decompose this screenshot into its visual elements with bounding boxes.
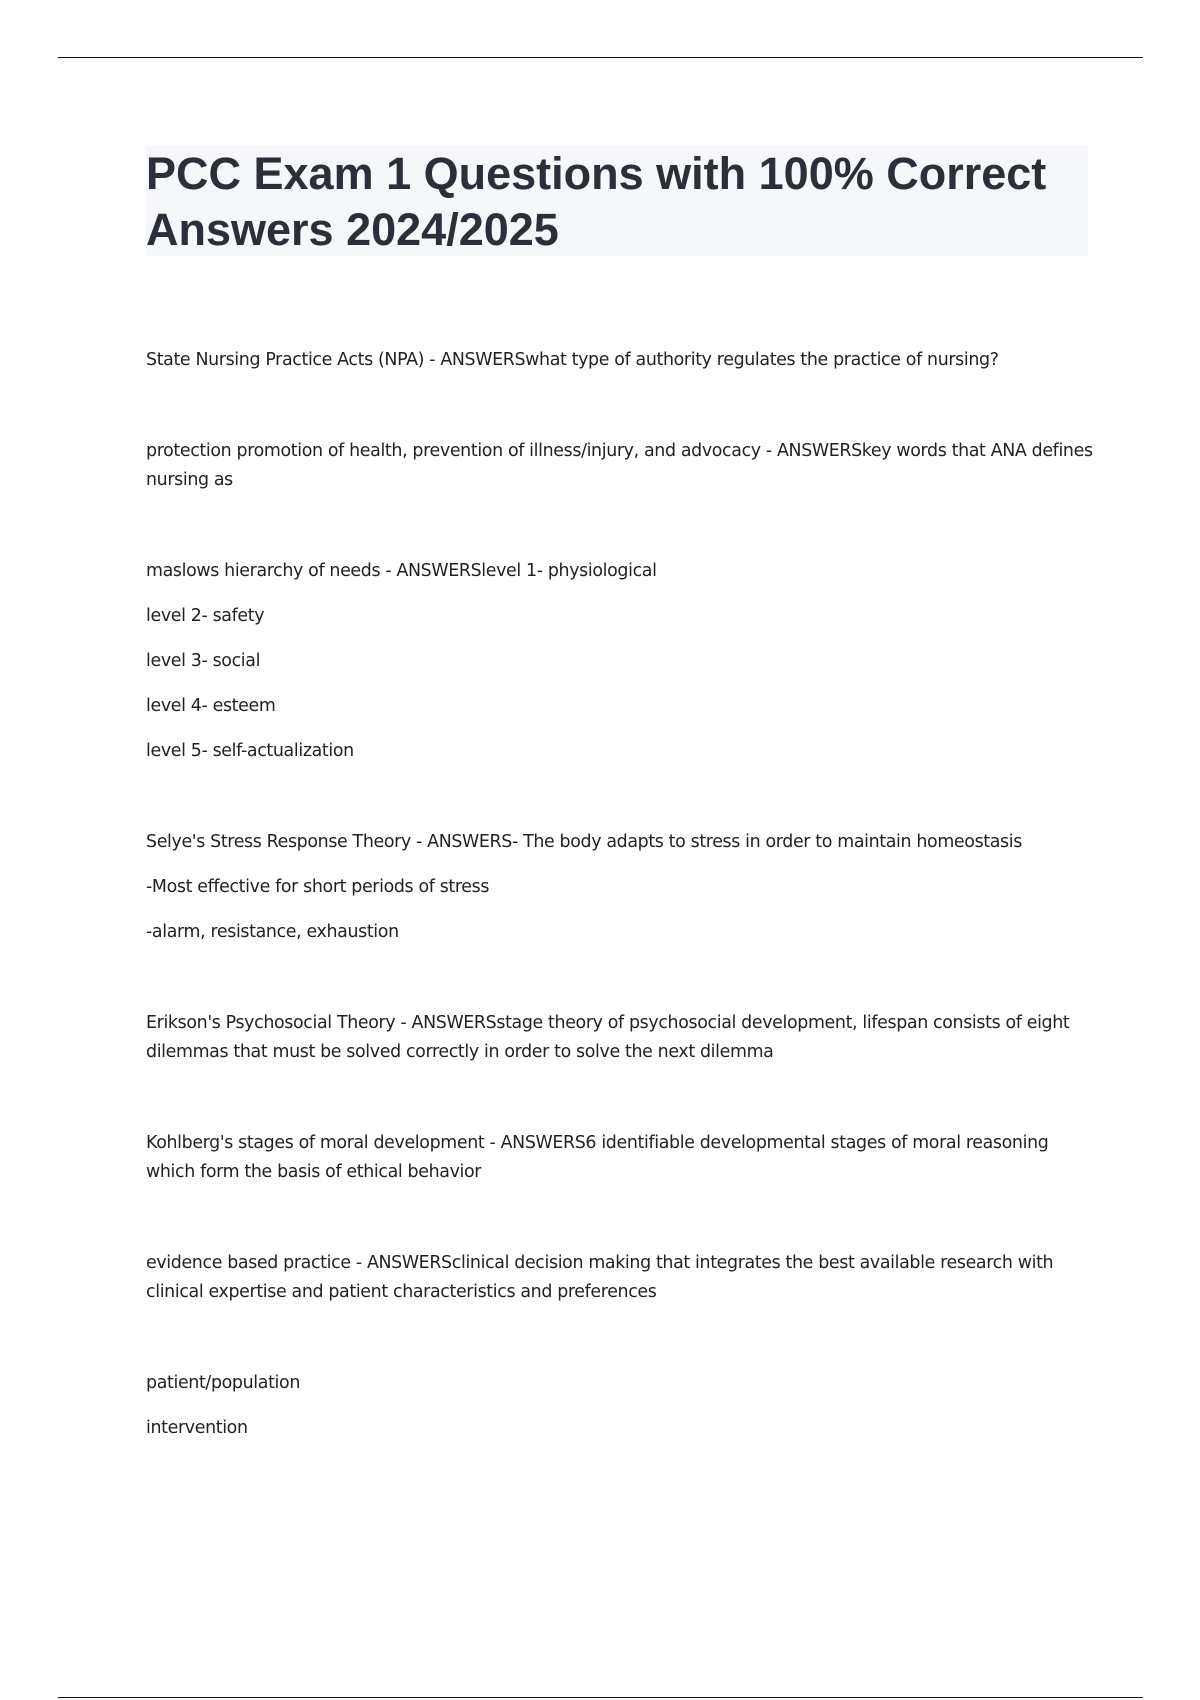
qa-line: protection promotion of health, prevention of illness/injury, and advocacy - ANSWERSkey words that ANA defines nursing as — [146, 441, 1093, 490]
qa-line: evidence based practice - ANSWERSclinical decision making that integrates the best available research with clinical expertise and patient characteristics and preferences — [146, 1253, 1054, 1302]
qa-line: level 2- safety — [146, 606, 265, 626]
qa-line: maslows hierarchy of needs - ANSWERSlevel 1- physiological — [146, 561, 657, 581]
qa-entry — [146, 437, 1096, 495]
qa-entry — [146, 557, 1096, 766]
qa-line: intervention — [146, 1418, 248, 1438]
qa-line: State Nursing Practice Acts (NPA) - ANSWERSwhat type of authority regulates the practice of nursing? — [146, 350, 999, 370]
qa-entry — [146, 828, 1096, 947]
qa-line: -alarm, resistance, exhaustion — [146, 922, 399, 942]
qa-line: level 3- social — [146, 651, 261, 671]
document-body — [146, 346, 1096, 1505]
top-rule — [58, 57, 1143, 58]
qa-line: patient/population — [146, 1373, 300, 1393]
qa-entry — [146, 1009, 1096, 1067]
qa-line: level 4- esteem — [146, 696, 276, 716]
qa-line: Erikson's Psychosocial Theory - ANSWERSstage theory of psychosocial development, lifespan consists of eight dilemmas that must be solved correctly in order to solve the next dilemma — [146, 1013, 1070, 1062]
qa-line: Selye's Stress Response Theory - ANSWERS- The body adapts to stress in order to maintain homeostasis — [146, 832, 1022, 852]
qa-entry — [146, 1369, 1096, 1443]
qa-line: Kohlberg's stages of moral development - ANSWERS6 identifiable developmental stages of moral reasoning which form the basis of ethical behavior — [146, 1133, 1049, 1182]
bottom-rule — [58, 1697, 1143, 1698]
qa-entry — [146, 346, 1096, 375]
document-title: PCC Exam 1 Questions with 100% Correct Answers 2024/2025 — [146, 146, 1088, 256]
qa-entry — [146, 1249, 1096, 1307]
qa-entry — [146, 1129, 1096, 1187]
qa-line: -Most effective for short periods of stress — [146, 877, 490, 897]
qa-line: level 5- self-actualization — [146, 741, 354, 761]
